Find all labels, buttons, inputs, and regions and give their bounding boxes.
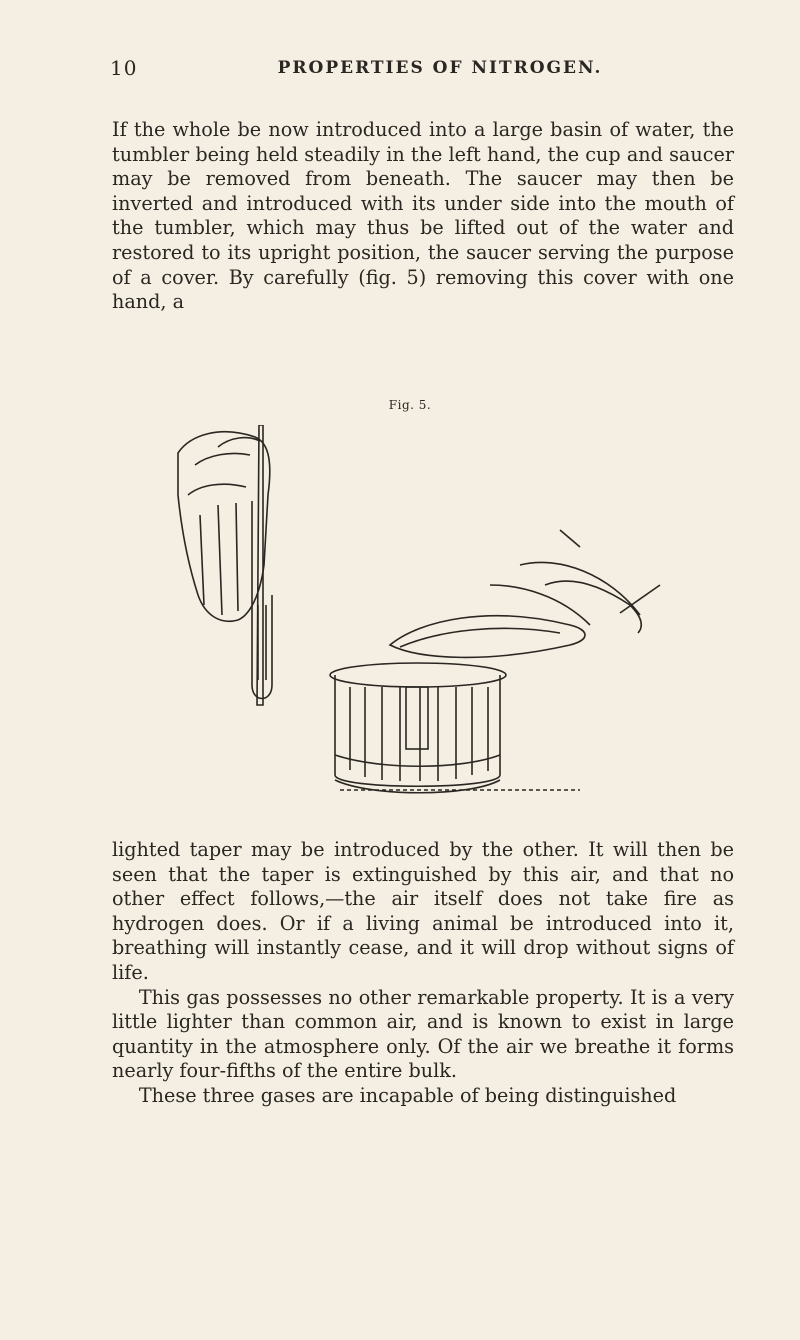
tumbler-drawing (252, 595, 272, 699)
hand-drawing (178, 432, 270, 622)
page-number: 10 (110, 56, 138, 80)
paragraph-taper: lighted taper may be introduced by the other. It will then be seen that the taper is extinguished by this air, and that no other effect follows,—the air itself does not take fire as hydrogen does. Or if a living animal be introduced into it, breathing will instantly cease, and it will drop without signs of life. (112, 838, 734, 984)
text-block-bottom (112, 838, 734, 1109)
running-title: PROPERTIES OF NITROGEN. (277, 58, 603, 78)
paragraph-gas-property: This gas possesses no other remarkable property. It is a very little lighter than common air, and is known to exist in large quantity in the atmosphere only. Of the air we breathe it forms nearly four-fifths of the entire bulk. (112, 985, 734, 1083)
figure-label: Fig. 5. (388, 398, 432, 412)
saucer-drawing (390, 616, 585, 658)
paragraph-three-gases: These three gases are incapable of being distinguished (138, 1083, 677, 1107)
page-header (110, 56, 730, 80)
paragraph-intro: If the whole be now introduced into a large basin of water, the tumbler being held steadily in the left hand, the cup and saucer may be removed from beneath. The saucer may then be inverted and introduced with its under side into the mouth of the tumbler, which may thus be lifted out of the water and restored to its upright position, the saucer serving the purpose of a cover. By carefully (fig. 5) removing this cover with one hand, a (112, 118, 734, 314)
jar-drawing (335, 675, 500, 786)
cover-hand-drawing (545, 581, 641, 633)
figure-illustration (160, 425, 680, 820)
